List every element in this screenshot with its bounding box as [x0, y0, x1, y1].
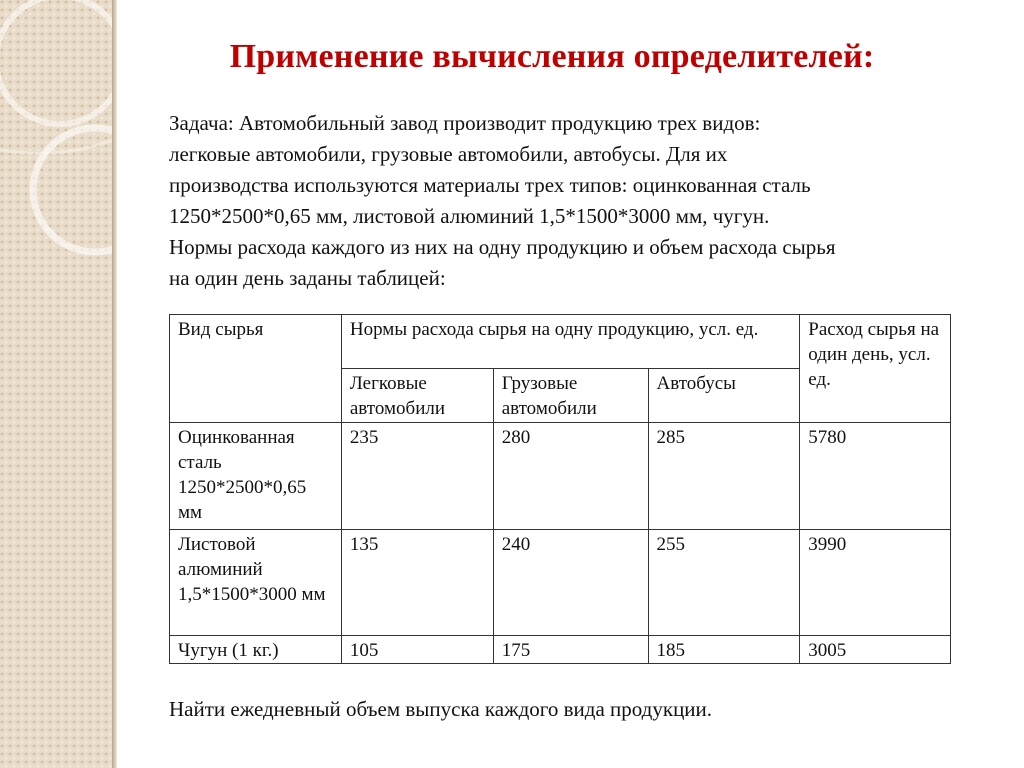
header-product-buses: Автобусы: [648, 369, 800, 423]
task-line: легковые автомобили, грузовые автомобили, автобусы. Для их: [169, 142, 728, 166]
row-value-buses: 285: [648, 423, 800, 530]
header-product-trucks: Грузовые автомобили: [493, 369, 648, 423]
task-line: Задача: Автомобильный завод производит продукцию трех видов:: [169, 111, 761, 135]
header-material: Вид сырья: [170, 315, 342, 423]
norms-table: [169, 314, 951, 664]
table-row: [170, 423, 951, 530]
row-value-cars: 135: [341, 530, 493, 636]
decorative-sidebar: [0, 0, 112, 768]
header-product-cars: Легковые автомобили: [341, 369, 493, 423]
header-daily: Расход сырья на один день, усл. ед.: [800, 315, 951, 423]
row-value-trucks: 175: [493, 636, 648, 664]
row-material: Оцинкованная сталь 1250*2500*0,65 мм: [170, 423, 342, 530]
task-line: на один день заданы таблицей:: [169, 266, 446, 290]
task-line: 1250*2500*0,65 мм, листовой алюминий 1,5*1500*3000 мм, чугун.: [169, 204, 770, 228]
header-norms: Нормы расхода сырья на одну продукцию, усл. ед.: [341, 315, 799, 369]
row-value-trucks: 280: [493, 423, 648, 530]
table-row: [170, 530, 951, 636]
decorative-rings: [0, 0, 112, 768]
table-row: [170, 636, 951, 664]
row-value-buses: 185: [648, 636, 800, 664]
row-material: Чугун (1 кг.): [170, 636, 342, 664]
task-question: Найти ежедневный объем выпуска каждого вида продукции.: [169, 697, 713, 721]
row-value-trucks: 240: [493, 530, 648, 636]
row-value-daily: 5780: [800, 423, 951, 530]
sidebar-divider: [112, 0, 117, 768]
row-value-cars: 105: [341, 636, 493, 664]
row-value-cars: 235: [341, 423, 493, 530]
row-value-buses: 255: [648, 530, 800, 636]
row-value-daily: 3990: [800, 530, 951, 636]
table-header-row: [170, 315, 951, 369]
row-material: Листовой алюминий 1,5*1500*3000 мм: [170, 530, 342, 636]
row-value-daily: 3005: [800, 636, 951, 664]
task-text: [169, 108, 989, 294]
task-line: производства используются материалы трех типов: оцинкованная сталь: [169, 173, 811, 197]
slide-title: Применение вычисления определителей:: [229, 38, 875, 75]
task-line: Нормы расхода каждого из них на одну продукцию и объем расхода сырья: [169, 235, 836, 259]
